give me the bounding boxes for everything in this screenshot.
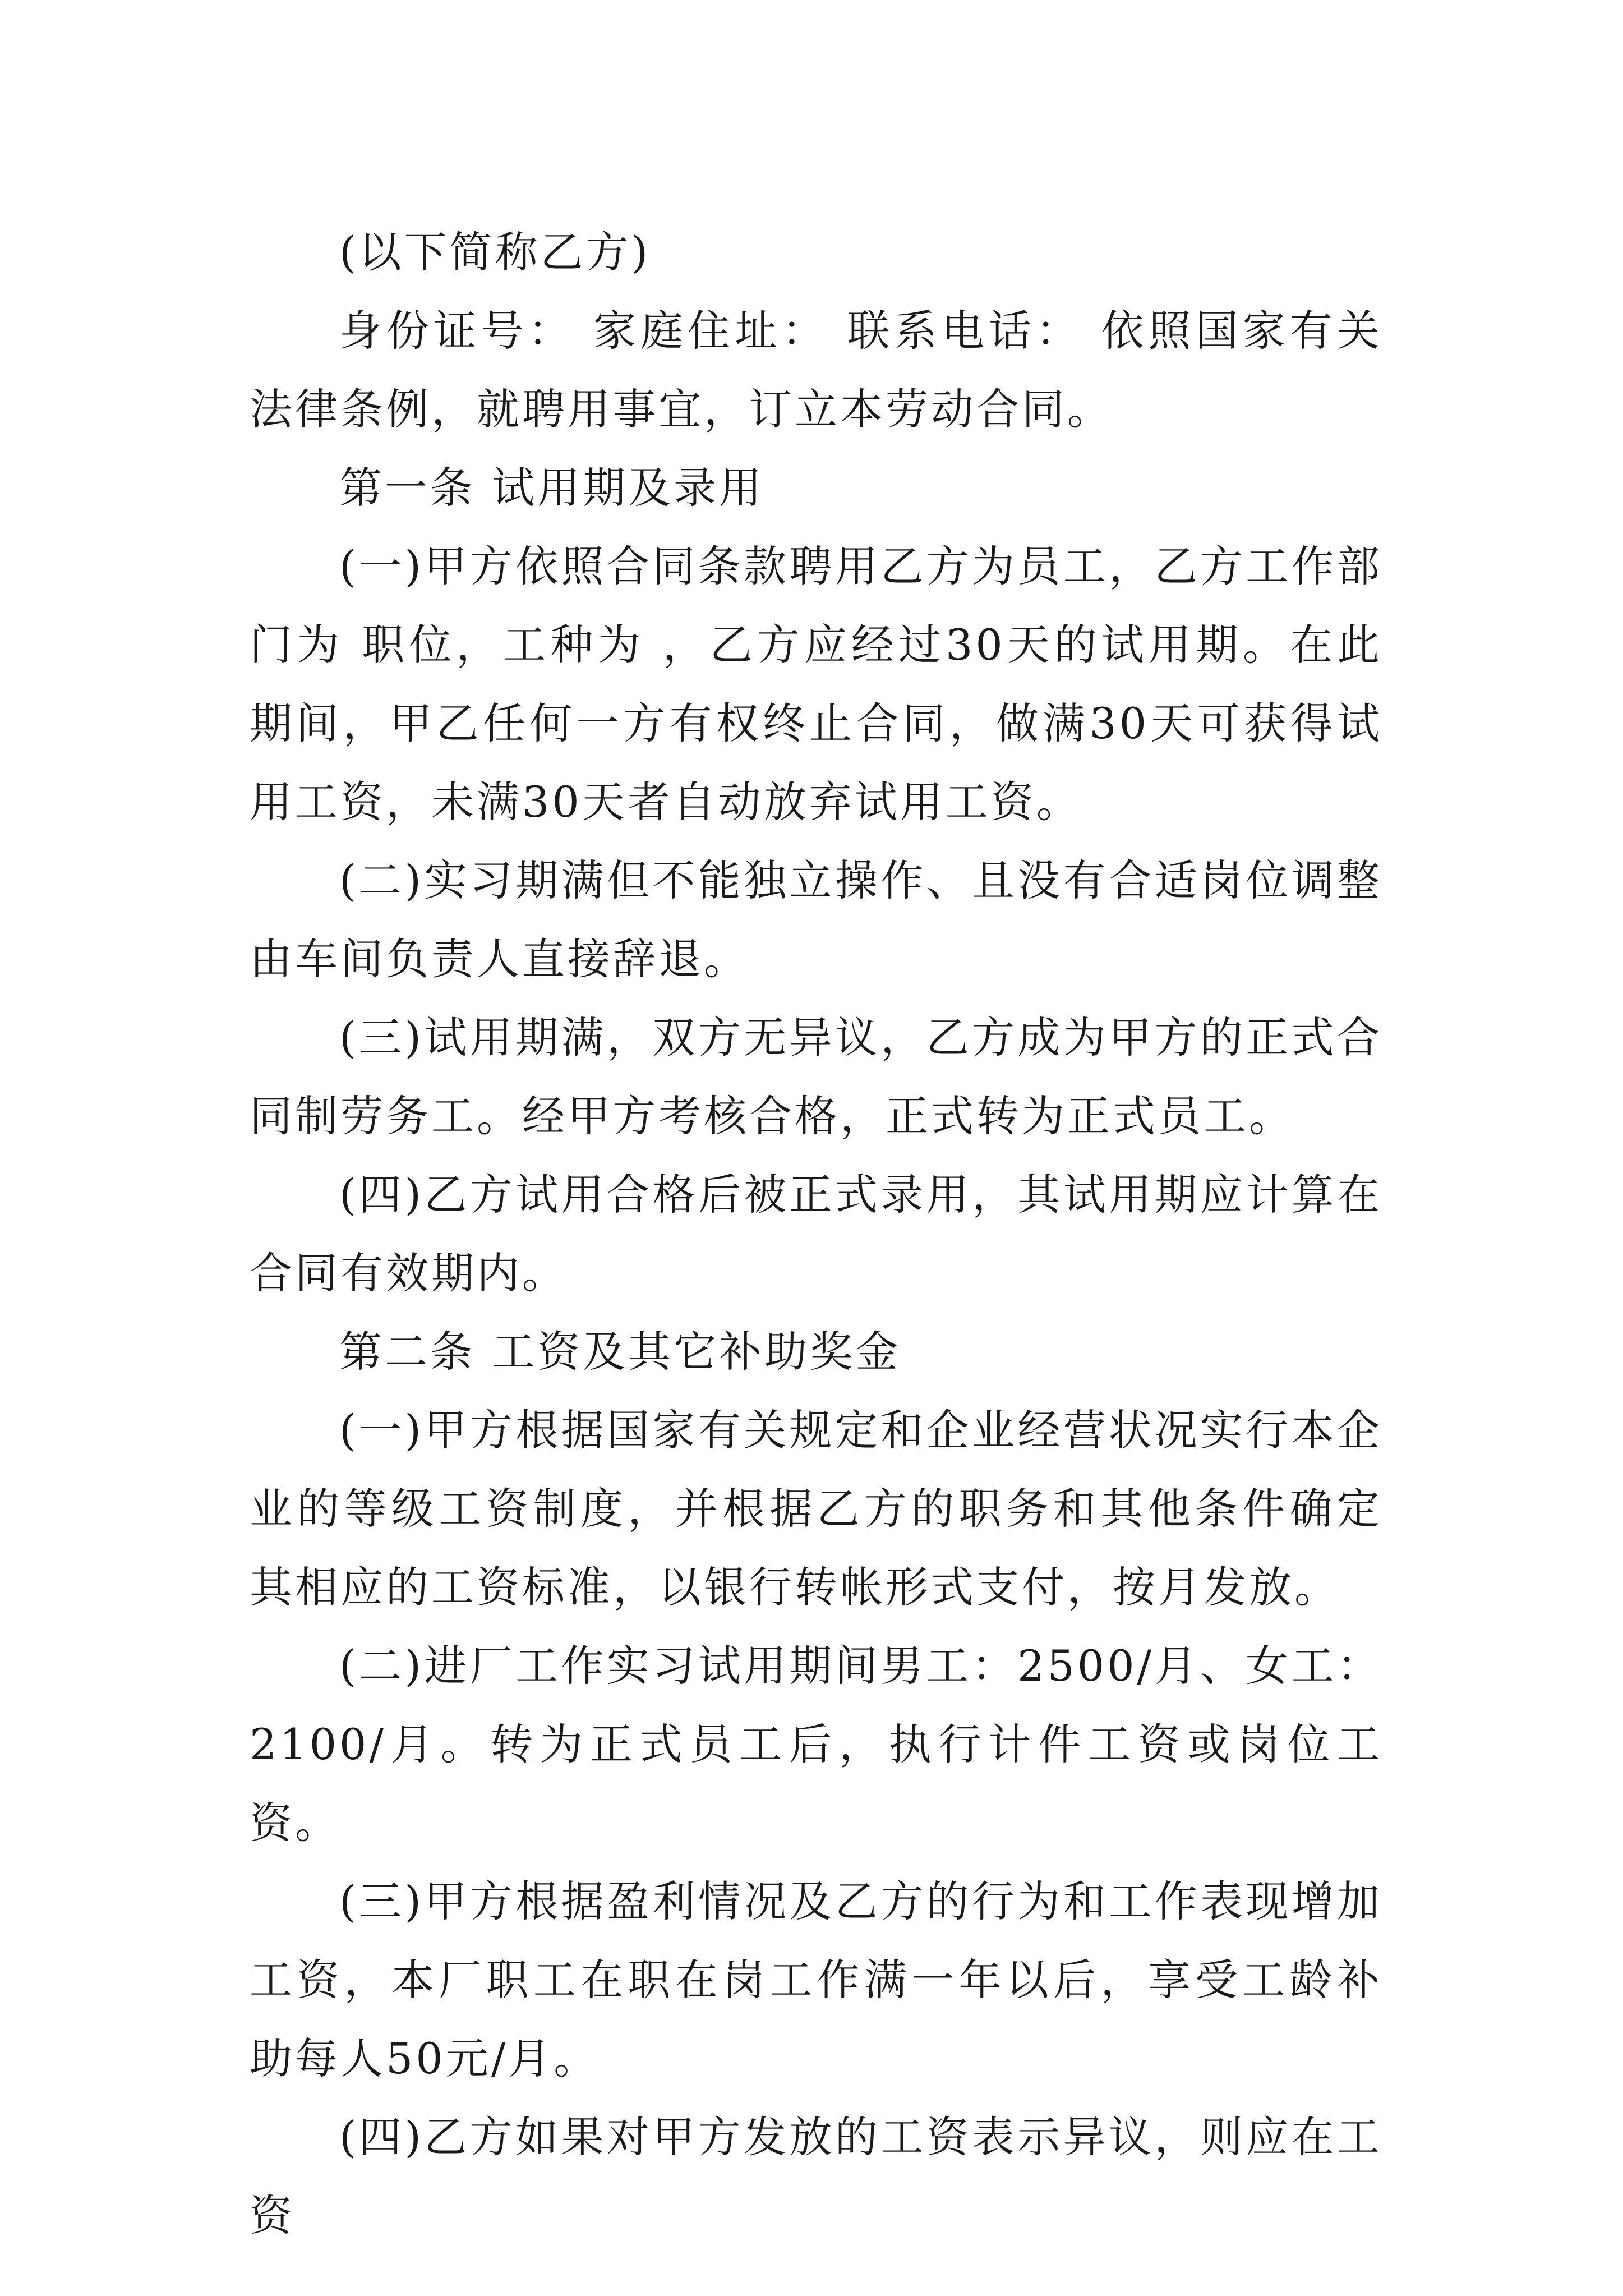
paragraph: (一)甲方依照合同条款聘用乙方为员工，乙方工作部门为 职位，工种为 ，乙方应经过30天的试用期。在此期间，甲乙任何一方有权终止合同，做满30天可获得试用工资，未满30天者自动放弃试用工资。 xyxy=(250,541,1382,827)
section-heading: 第一条 试用期及录用 xyxy=(339,463,765,513)
section-heading: 第二条 工资及其它补助奖金 xyxy=(339,1327,901,1377)
paragraph: (三)试用期满，双方无异议，乙方成为甲方的正式合同制劳务工。经甲方考核合格，正式转为正式员工。 xyxy=(250,1013,1382,1141)
paragraph: (二)实习期满但不能独立操作、且没有合适岗位调整由车间负责人直接辞退。 xyxy=(250,855,1382,984)
document-body xyxy=(250,213,1382,2255)
paragraph: 身份证号： 家庭住址： 联系电话： 依照国家有关法律条例，就聘用事宜，订立本劳动合同。 xyxy=(250,306,1382,434)
paragraph: (以下简称乙方) xyxy=(339,227,651,277)
paragraph: (四)乙方如果对甲方发放的工资表示异议，则应在工资 xyxy=(250,2112,1382,2240)
paragraph: (二)进厂工作实习试用期间男工：2500/月、女工：2100/月。转为正式员工后，执行计件工资或岗位工资。 xyxy=(250,1641,1382,1848)
paragraph: (三)甲方根据盈利情况及乙方的行为和工作表现增加工资，本厂职工在职在岗工作满一年以后，享受工龄补助每人50元/月。 xyxy=(250,1876,1382,2083)
paragraph: (四)乙方试用合格后被正式录用，其试用期应计算在合同有效期内。 xyxy=(250,1170,1382,1298)
paragraph: (一)甲方根据国家有关规定和企业经营状况实行本企业的等级工资制度，并根据乙方的职务和其他条件确定其相应的工资标准，以银行转帐形式支付，按月发放。 xyxy=(250,1405,1382,1612)
